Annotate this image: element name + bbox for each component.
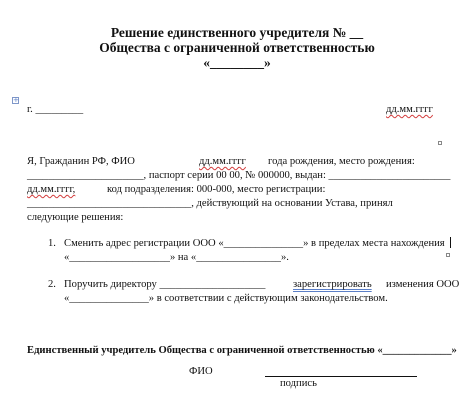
para-line-1b: года рождения, место рождения:	[268, 156, 415, 167]
item-2-line-1c: изменения ООО	[386, 279, 460, 290]
item-1-line-2: «___________________» на «________________».	[64, 252, 289, 263]
resize-handle-icon[interactable]	[438, 141, 442, 145]
item-number: 1.	[48, 238, 56, 249]
item-2-register-word: зарегистрировать	[293, 279, 372, 290]
item-2-line-2: «_______________» в соответствии с действующим законодательством.	[64, 293, 388, 304]
doc-title-line1: Решение единственного учредителя № __	[110, 25, 364, 40]
item-1-line-1: Сменить адрес регистрации ООО «_______________» в пределах места нахождения	[64, 238, 445, 249]
fio-label: ФИО	[189, 366, 213, 377]
item-2-line-1a: Поручить директору ____________________	[64, 279, 266, 290]
issue-date: дд.мм.гггг,	[27, 184, 76, 195]
para-line-5: следующие решения:	[27, 212, 124, 223]
item-number: 2.	[48, 279, 56, 290]
para-line-3: код подразделения: 000-000, место регистрации:	[107, 184, 326, 195]
move-handle-icon[interactable]: +	[13, 96, 19, 104]
para-line-1a: Я, Гражданин РФ, ФИО	[27, 156, 135, 167]
signer-line: Единственный учредитель Общества с ограниченной ответственностью «_____________»	[27, 345, 457, 356]
date-field: дд.мм.гггг	[386, 104, 433, 115]
para-line-2: ______________________, паспорт серии 00 00, № 000000, выдан: _______________________	[27, 170, 451, 181]
doc-title-line3: «________»	[203, 55, 271, 70]
para-line-4: _______________________________, действующий на основании Устава, принял	[27, 198, 393, 209]
doc-title-line2: Общества с ограниченной ответственностью	[99, 40, 375, 55]
anchor-icon	[446, 253, 450, 257]
signature-label: подпись	[280, 378, 317, 389]
city-field: г. _________	[27, 104, 84, 115]
signature-line	[265, 376, 417, 377]
birth-date: дд.мм.гггг	[199, 156, 246, 167]
text-cursor	[450, 237, 451, 248]
